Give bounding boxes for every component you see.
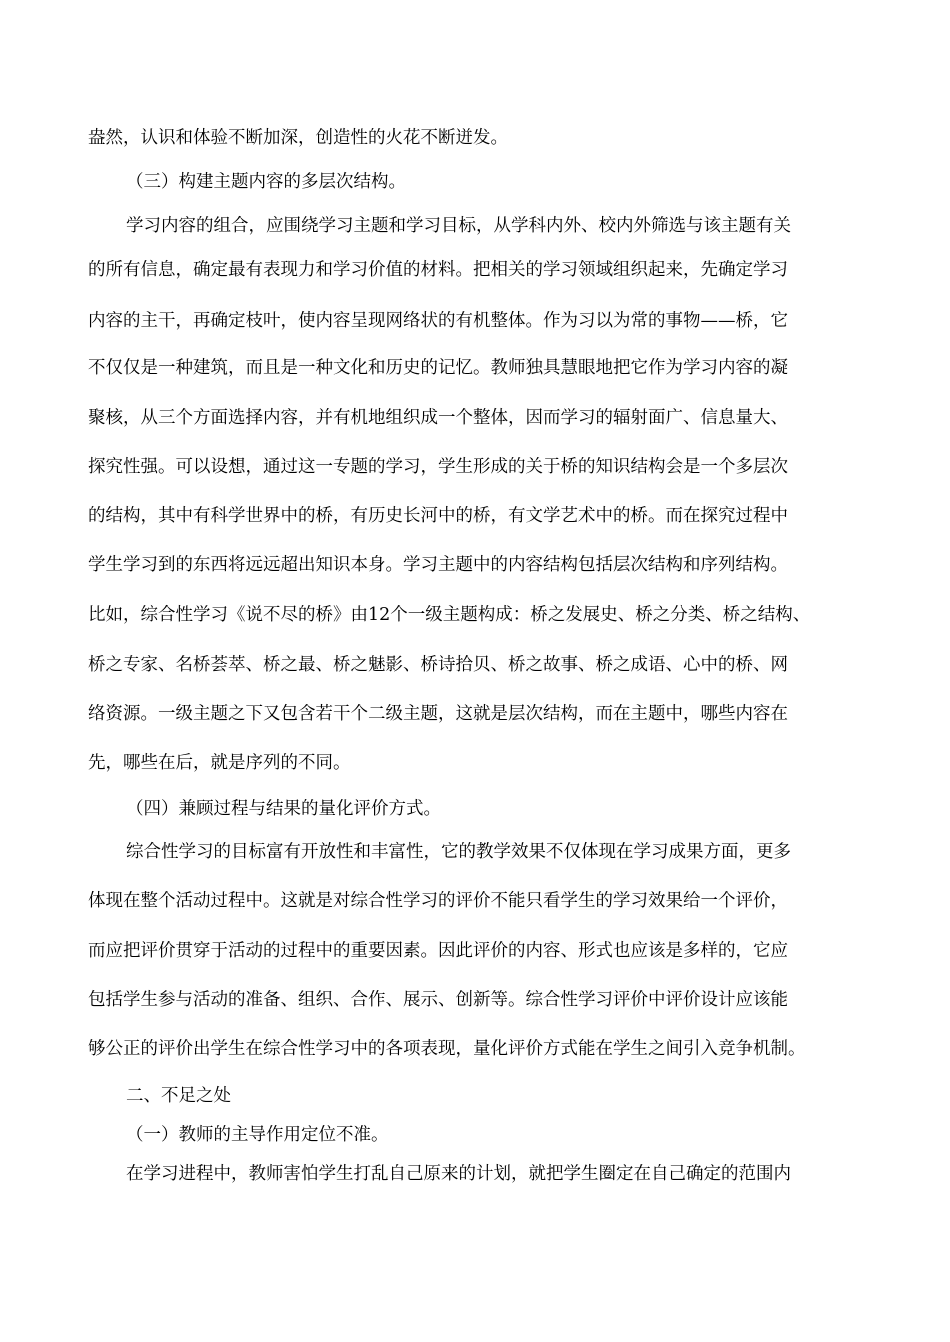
text-line: 探究性强。可以设想，通过这一专题的学习，学生形成的关于桥的知识结构会是一个多层次: [88, 457, 788, 477]
text-line: 学习内容的组合，应围绕学习主题和学习目标，从学科内外、校内外筛选与该主题有关: [126, 216, 791, 236]
section-heading: （一）教师的主导作用定位不准。: [126, 1125, 389, 1145]
text-line: 的结构，其中有科学世界中的桥，有历史长河中的桥，有文学艺术中的桥。而在探究过程中: [88, 506, 788, 526]
text-line: 不仅仅是一种建筑，而且是一种文化和历史的记忆。教师独具慧眼地把它作为学习内容的凝: [88, 358, 788, 378]
section-heading: 二、不足之处: [126, 1086, 231, 1106]
text-line: 学生学习到的东西将远远超出知识本身。学习主题中的内容结构包括层次结构和序列结构。: [88, 555, 788, 575]
section-heading: （四）兼顾过程与结果的量化评价方式。: [126, 799, 441, 819]
text-line: 络资源。一级主题之下又包含若干个二级主题，这就是层次结构，而在主题中，哪些内容在: [88, 704, 788, 724]
text-line: 的所有信息，确定最有表现力和学习价值的材料。把相关的学习领域组织起来，先确定学习: [88, 260, 788, 280]
text-line: 内容的主干，再确定枝叶，使内容呈现网络状的有机整体。作为习以为常的事物——桥，它: [88, 311, 788, 331]
text-line: 桥之专家、名桥荟萃、桥之最、桥之魅影、桥诗拾贝、桥之故事、桥之成语、心中的桥、网: [88, 655, 788, 675]
text-line: 聚核，从三个方面选择内容，并有机地组织成一个整体，因而学习的辐射面广、信息量大、: [88, 408, 788, 428]
text-line: 比如，综合性学习《说不尽的桥》由12个一级主题构成：桥之发展史、桥之分类、桥之结构、: [88, 605, 811, 625]
text-line: 够公正的评价出学生在综合性学习中的各项表现，量化评价方式能在学生之间引入竞争机制。: [88, 1039, 806, 1059]
text-line: 包括学生参与活动的准备、组织、合作、展示、创新等。综合性学习评价中评价设计应该能: [88, 990, 788, 1010]
text-line: 先，哪些在后，就是序列的不同。: [88, 753, 351, 773]
text-line: 而应把评价贯穿于活动的过程中的重要因素。因此评价的内容、形式也应该是多样的，它应: [88, 941, 788, 961]
text-line: 体现在整个活动过程中。这就是对综合性学习的评价不能只看学生的学习效果给一个评价，: [88, 891, 788, 911]
section-heading: （三）构建主题内容的多层次结构。: [126, 172, 406, 192]
text-line: 综合性学习的目标富有开放性和丰富性，它的教学效果不仅体现在学习成果方面，更多: [126, 842, 791, 862]
text-line: 盎然，认识和体验不断加深，创造性的火花不断迸发。: [88, 128, 508, 148]
text-line: 在学习进程中，教师害怕学生打乱自己原来的计划，就把学生圈定在自己确定的范围内: [126, 1164, 791, 1184]
